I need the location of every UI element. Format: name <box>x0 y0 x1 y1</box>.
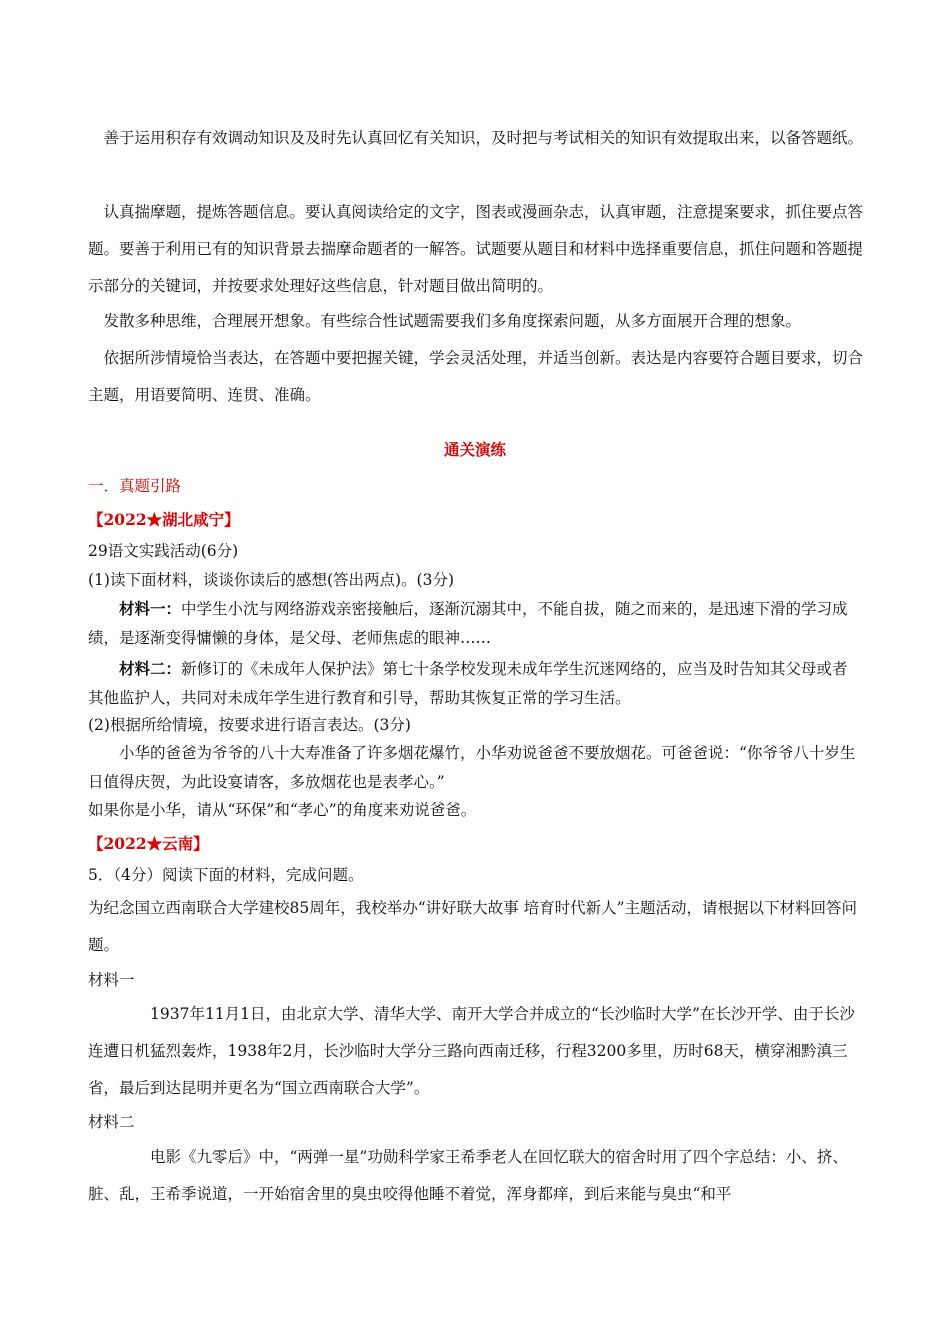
material-2-text: 新修订的《未成年人保护法》第七十条学校发现未成年学生沉迷网络的，应当及时告知其父母或者其他监护人，共同对未成年学生进行教育和引导，帮助其恢复正常的学习生活。 <box>88 660 848 707</box>
question-2-source-tag: 【2022★云南】 <box>88 834 209 853</box>
intro-paragraph-4: 依据所涉情境恰当表达，在答题中要把握关键，学会灵活处理，并适当创新。表达是内容要符合题目要求，切合主题，用语要简明、连贯、准确。 <box>88 349 864 404</box>
question-1-source-tag: 【2022★湖北咸宁】 <box>88 510 240 529</box>
question-2-material-2-text: 电影《九零后》中，“两弹一星”功勋科学家王希季老人在回忆联大的宿舍时用了四个字总结：小、挤、脏、乱，王希季说道，一开始宿舍里的臭虫咬得他睡不着觉，浑身都痒，到后来能与臭虫“和平 <box>88 1148 848 1203</box>
question-1-material-1 <box>88 594 863 653</box>
question-1-title: 29语文实践活动(6分) <box>88 542 239 560</box>
material-2-label: 材料二： <box>119 659 182 678</box>
section-title: 通关演练 <box>443 440 506 459</box>
section-subtitle: 一．真题引路 <box>88 477 182 495</box>
question-1-part-2: (2)根据所给情境，按要求进行语言表达。(3分) <box>88 716 411 734</box>
question-1-part-1: (1)读下面材料，谈谈你读后的感想(答出两点)。(3分) <box>88 571 455 589</box>
question-1-prompt: 如果你是小华，请从“环保”和“孝心”的角度来劝说爸爸。 <box>88 801 477 819</box>
intro-paragraph-2: 认真揣摩题，提炼答题信息。要认真阅读给定的文字，图表或漫画杂志，认真审题，注意提案要求，抓住要点答题。要善于利用已有的知识背景去揣摩命题者的一解答。试题要从题目和材料中选择重要信息，抓住问题和答题提示部分的关键词，并按要求处理好这些信息，针对题目做出简明的。 <box>88 203 864 295</box>
material-1-label: 材料一： <box>119 599 182 618</box>
intro-paragraph-3: 发散多种思维，合理展开想象。有些综合性试题需要我们多角度探索问题，从多方面展开合理的想象。 <box>103 312 802 330</box>
question-2-material-1-label: 材料一 <box>88 971 135 989</box>
question-1-scenario: 小华的爸爸为爷爷的八十大寿准备了许多烟花爆竹，小华劝说爸爸不要放烟花。可爸爸说：“你爷爷八十岁生日值得庆贺，为此设宴请客，多放烟花也是表孝心。” <box>88 744 856 791</box>
question-2-material-2-label: 材料二 <box>88 1113 135 1131</box>
intro-paragraph-1: 善于运用积存有效调动知识及及时先认真回忆有关知识，及时把与考试相关的知识有效提取出来，以备答题纸。 <box>103 129 864 147</box>
question-2-material-1-text: 1937年11月1日，由北京大学、清华大学、南开大学合并成立的“长沙临时大学”在长沙开学、由于长沙连遭日机猛烈轰炸，1938年2月，长沙临时大学分三路向西南迁移，行程3200多里，历时68天，横穿湘黔滇三省，最后到达昆明并更名为“国立西南联合大学”。 <box>88 1005 855 1097</box>
material-1-text: 中学生小沈与网络游戏亲密接触后，逐渐沉溺其中，不能自拔，随之而来的，是迅速下滑的学习成绩，是逐渐变得慵懒的身体，是父母、老师焦虑的眼神…… <box>88 600 848 647</box>
question-2-title: 5．（4分）阅读下面的材料，完成问题。 <box>88 866 364 884</box>
question-2-intro: 为纪念国立西南联合大学建校85周年，我校举办“讲好联大故事 培育时代新人”主题活动，请根据以下材料回答问题。 <box>88 899 858 954</box>
question-1-material-2 <box>88 654 863 713</box>
